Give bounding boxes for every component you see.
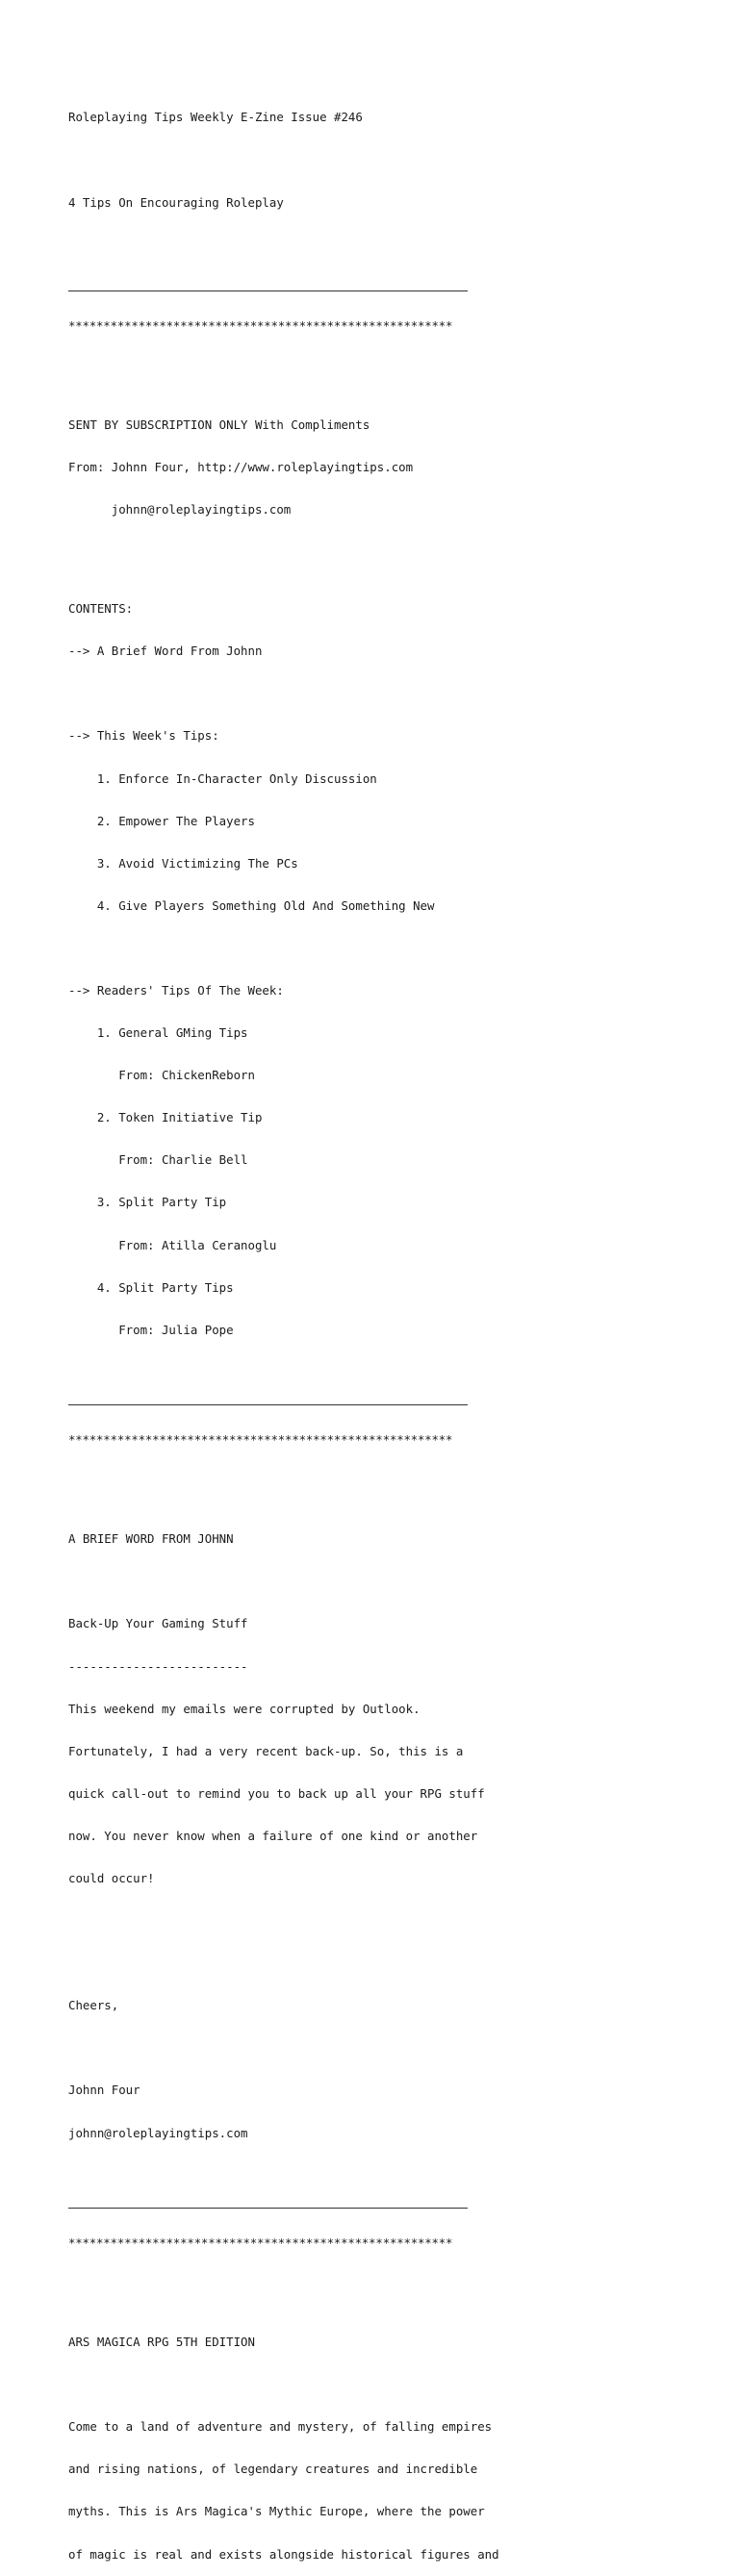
brief-word-subheading: Back-Up Your Gaming Stuff (68, 1616, 248, 1631)
ars-magica-body-line: and rising nations, of legendary creatures and incredible (68, 2462, 478, 2477)
from-line: From: Johnn Four, http://www.roleplayingtips.com (68, 460, 414, 475)
signature-name: Johnn Four (68, 2083, 140, 2098)
brief-word-body-line: Fortunately, I had a very recent back-up. So, this is a (68, 1743, 464, 1758)
contents-reader-item: 2. Token Initiative Tip (68, 1110, 263, 1125)
signoff: Cheers, (68, 1998, 119, 2013)
star-separator: ******************************************************* (68, 318, 453, 334)
ezine-subtitle: 4 Tips On Encouraging Roleplay (68, 194, 284, 210)
brief-word-underline: ------------------------- (68, 1658, 248, 1674)
star-separator: ******************************************************* (68, 1432, 453, 1448)
contents-tip-item: 2. Empower The Players (68, 813, 255, 828)
contents-reader-item: 1. General GMing Tips (68, 1025, 248, 1041)
brief-word-body-line: now. You never know when a failure of one kind or another (68, 1828, 478, 1843)
brief-word-body-line: This weekend my emails were corrupted by Outlook. (68, 1701, 420, 1716)
section-heading-ars-magica: ARS MAGICA RPG 5TH EDITION (68, 2335, 255, 2350)
contents-reader-author: From: Atilla Ceranoglu (68, 1237, 277, 1252)
section-heading-brief-word: A BRIEF WORD FROM JOHNN (68, 1531, 234, 1547)
contents-reader-item: 3. Split Party Tip (68, 1195, 227, 1210)
document-page (68, 83, 723, 2576)
contents-reader-author: From: Charlie Bell (68, 1152, 248, 1168)
contents-readers-heading: --> Readers' Tips Of The Week: (68, 983, 284, 998)
ezine-title: Roleplaying Tips Weekly E-Zine Issue #246 (68, 110, 363, 125)
email-line: johnn@roleplayingtips.com (68, 502, 292, 518)
brief-word-body-line: could occur! (68, 1870, 155, 1885)
contents-reader-author: From: ChickenReborn (68, 1068, 255, 1083)
subscription-notice: SENT BY SUBSCRIPTION ONLY With Compliments (68, 417, 370, 433)
contents-reader-author: From: Julia Pope (68, 1322, 234, 1337)
ars-magica-body-line: myths. This is Ars Magica's Mythic Europe, where the power (68, 2504, 485, 2519)
star-separator: ******************************************************* (68, 2235, 453, 2251)
horizontal-rule (68, 2208, 468, 2209)
brief-word-body-line: quick call-out to remind you to back up all your RPG stuff (68, 1785, 485, 1801)
contents-reader-item: 4. Split Party Tips (68, 1279, 234, 1295)
contents-item-brief-word: --> A Brief Word From Johnn (68, 644, 263, 659)
contents-tip-item: 1. Enforce In-Character Only Discussion (68, 770, 377, 786)
contents-tip-item: 4. Give Players Something Old And Something New (68, 897, 435, 913)
horizontal-rule (68, 1404, 468, 1405)
contents-tips-heading: --> This Week's Tips: (68, 728, 219, 744)
ars-magica-body-line: of magic is real and exists alongside historical figures and (68, 2546, 499, 2562)
ars-magica-body-line: Come to a land of adventure and mystery, of falling empires (68, 2419, 493, 2435)
contents-heading: CONTENTS: (68, 601, 134, 617)
signature-email: johnn@roleplayingtips.com (68, 2125, 248, 2140)
contents-tip-item: 3. Avoid Victimizing The PCs (68, 855, 298, 871)
horizontal-rule (68, 290, 468, 291)
